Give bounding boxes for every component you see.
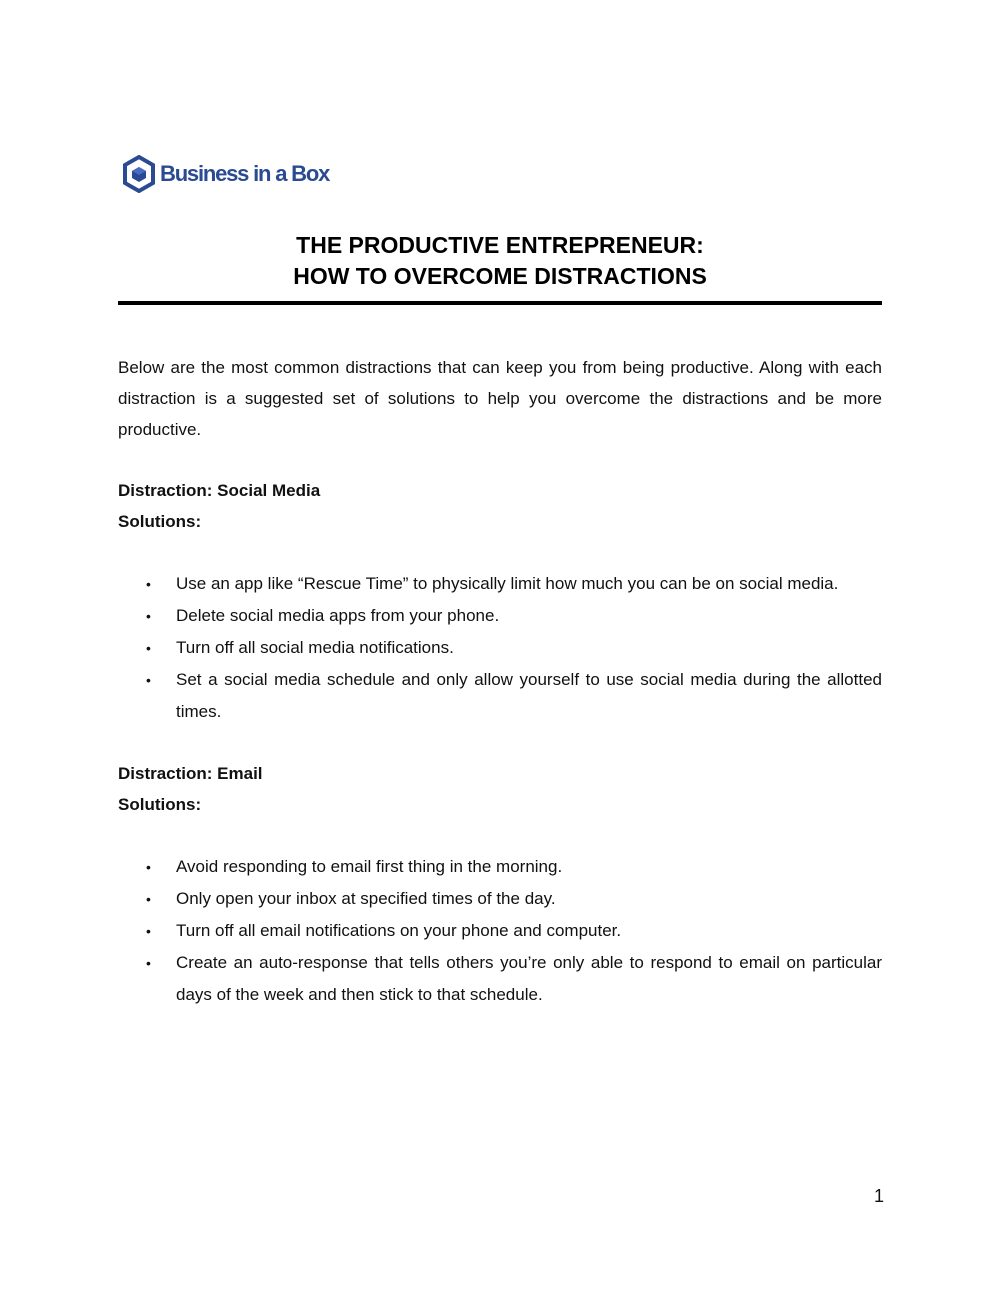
section-social-media	[118, 475, 882, 728]
section-email	[118, 758, 882, 1011]
solutions-label: Solutions:	[118, 795, 202, 814]
list-item	[118, 947, 882, 1011]
list-item-text: Delete social media apps from your phone.	[176, 606, 500, 625]
hexagon-cube-icon	[122, 155, 156, 193]
list-item-text: Set a social media schedule and only allow yourself to use social media during the allotted times.	[176, 670, 882, 721]
list-item	[118, 851, 882, 883]
list-item	[118, 600, 882, 632]
section-heading: Distraction: Email	[118, 764, 263, 783]
intro-paragraph: Below are the most common distractions that can keep you from being productive. Along with each distraction is a suggested set of solutions to help you overcome the distractions and be more productive.	[118, 358, 882, 439]
logo-text: Business in a Box	[160, 161, 330, 186]
bullet-icon: •	[146, 672, 151, 688]
title-line-1: THE PRODUCTIVE ENTREPRENEUR:	[296, 232, 704, 258]
document-title	[118, 230, 882, 292]
page-number: 1	[873, 1186, 884, 1206]
list-item-text: Avoid responding to email first thing in the morning.	[176, 857, 563, 876]
list-item	[118, 632, 882, 664]
bullet-icon: •	[146, 891, 151, 907]
solutions-list	[118, 568, 882, 728]
list-item	[118, 568, 882, 600]
list-item	[118, 883, 882, 915]
list-item	[118, 664, 882, 728]
bullet-icon: •	[146, 640, 151, 656]
bullet-icon: •	[146, 859, 151, 875]
list-item	[118, 915, 882, 947]
solutions-label: Solutions:	[118, 512, 202, 531]
bullet-icon: •	[146, 955, 151, 971]
business-in-a-box-logo	[122, 155, 329, 193]
bullet-icon: •	[146, 923, 151, 939]
title-divider	[118, 301, 882, 305]
list-item-text: Turn off all email notifications on your phone and computer.	[176, 921, 622, 940]
list-item-text: Turn off all social media notifications.	[176, 638, 454, 657]
bullet-icon: •	[146, 576, 151, 592]
list-item-text: Only open your inbox at specified times of the day.	[176, 889, 556, 908]
solutions-list	[118, 851, 882, 1011]
list-item-text: Create an auto-response that tells others you’re only able to respond to email on particular days of the week and then stick to that schedule.	[176, 953, 882, 1004]
section-heading: Distraction: Social Media	[118, 481, 321, 500]
title-line-2: HOW TO OVERCOME DISTRACTIONS	[293, 263, 707, 289]
bullet-icon: •	[146, 608, 151, 624]
list-item-text: Use an app like “Rescue Time” to physically limit how much you can be on social media.	[176, 574, 839, 593]
